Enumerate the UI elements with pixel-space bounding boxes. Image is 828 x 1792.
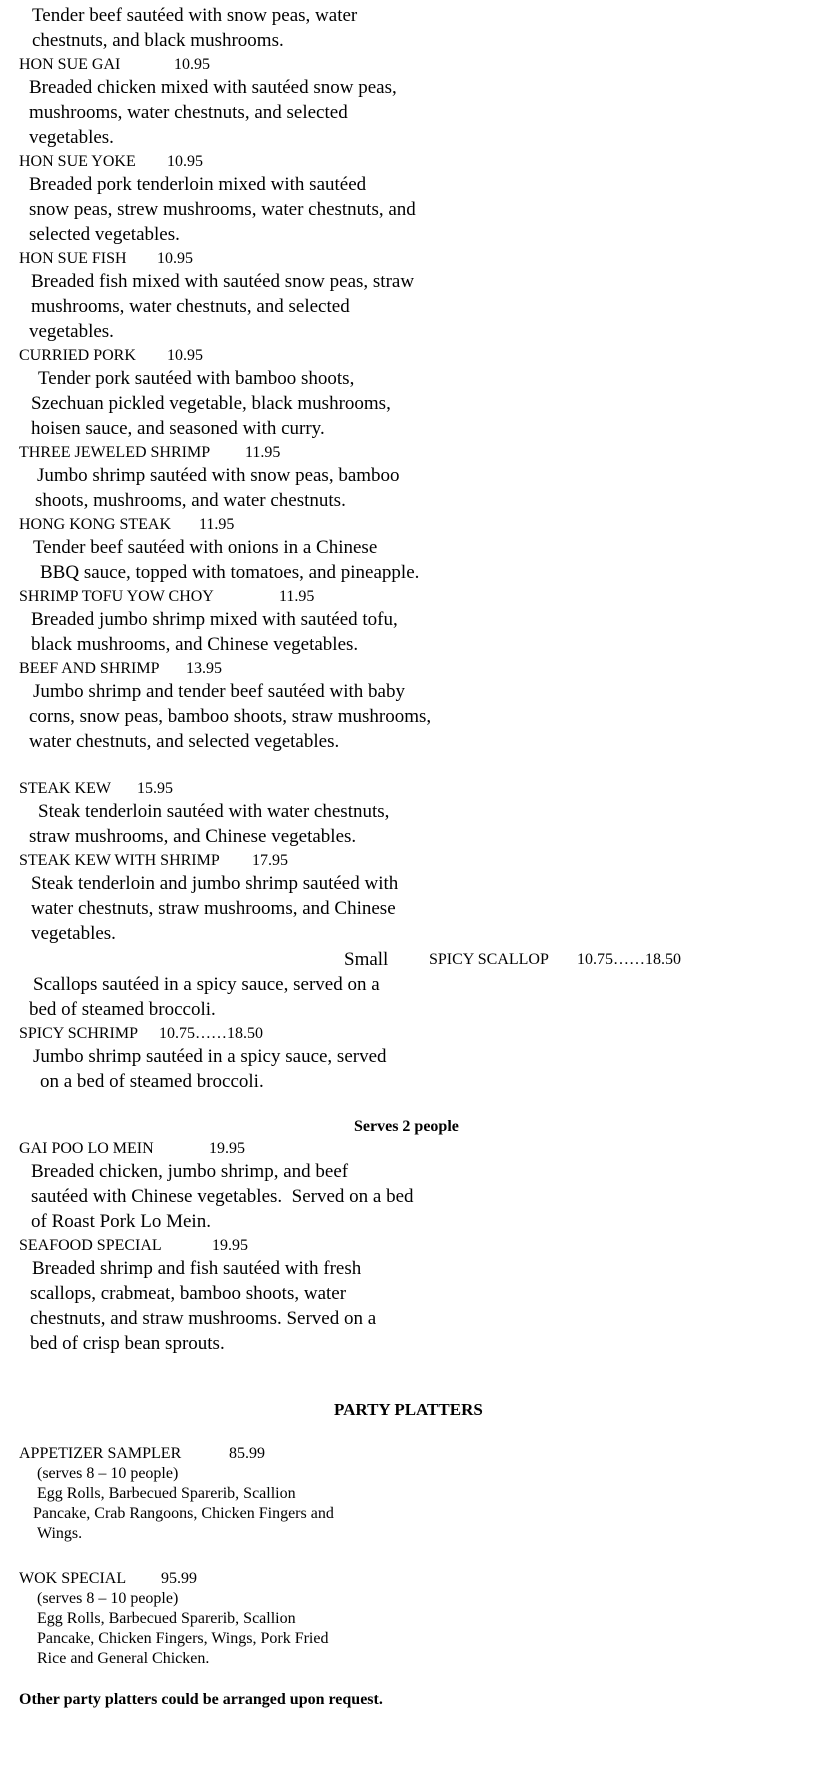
desc-line: Tender beef sautéed with onions in a Chinese: [33, 537, 378, 558]
desc-line: mushrooms, water chestnuts, and selected: [31, 296, 350, 317]
item-price: 10.95: [167, 153, 203, 170]
desc-line: water chestnuts, straw mushrooms, and Chinese: [31, 898, 396, 919]
desc-line: Pancake, Chicken Fingers, Wings, Pork Fried: [37, 1630, 329, 1647]
desc-line: Pancake, Crab Rangoons, Chicken Fingers and: [33, 1505, 334, 1522]
desc-line: Breaded pork tenderloin mixed with sautéed: [29, 174, 367, 195]
item-name: HON SUE FISH: [19, 250, 127, 267]
desc-line: vegetables.: [29, 321, 114, 342]
desc-line: Scallops sautéed in a spicy sauce, served on a: [33, 974, 380, 995]
item-price: 11.95: [199, 516, 235, 533]
item-name: SHRIMP TOFU YOW CHOY: [19, 588, 214, 605]
item-name: SPICY SCHRIMP: [19, 1025, 139, 1042]
desc-line: Jumbo shrimp and tender beef sautéed with baby: [33, 681, 405, 702]
desc-line: BBQ sauce, topped with tomatoes, and pineapple.: [40, 562, 420, 583]
desc-line: Rice and General Chicken.: [37, 1650, 210, 1667]
desc-line: chestnuts, and black mushrooms.: [32, 30, 284, 51]
desc-line: vegetables.: [29, 127, 114, 148]
item-price: 15.95: [137, 780, 173, 797]
item-price: 10.95: [167, 347, 203, 364]
item-name: BEEF AND SHRIMP: [19, 660, 160, 677]
desc-line: chestnuts, and straw mushrooms. Served on a: [30, 1308, 377, 1329]
desc-line: bed of crisp bean sprouts.: [30, 1333, 225, 1354]
footer-note: Other party platters could be arranged upon request.: [19, 1691, 383, 1708]
item-name: HONG KONG STEAK: [19, 516, 171, 533]
desc-line: on a bed of steamed broccoli.: [40, 1071, 264, 1092]
item-price: 11.95: [245, 444, 281, 461]
desc-line: Tender pork sautéed with bamboo shoots,: [38, 368, 355, 389]
desc-line: Egg Rolls, Barbecued Sparerib, Scallion: [37, 1485, 296, 1502]
item-price: 11.95: [279, 588, 315, 605]
desc-line: selected vegetables.: [29, 224, 180, 245]
item-price: 10.75……18.50: [577, 951, 681, 968]
desc-line: Tender beef sautéed with snow peas, water: [32, 5, 358, 26]
desc-line: Wings.: [37, 1525, 83, 1542]
desc-line: snow peas, strew mushrooms, water chestnuts, and: [29, 199, 416, 220]
item-name: STEAK KEW: [19, 780, 111, 797]
desc-line: Jumbo shrimp sautéed with snow peas, bamboo: [37, 465, 400, 486]
desc-line: bed of steamed broccoli.: [29, 999, 216, 1020]
item-name: HON SUE YOKE: [19, 153, 136, 170]
serving-note: (serves 8 – 10 people): [37, 1465, 179, 1482]
item-price: 13.95: [186, 660, 222, 677]
desc-line: Breaded jumbo shrimp mixed with sautéed tofu,: [31, 609, 398, 630]
item-price: 85.99: [229, 1445, 265, 1462]
item-price: 10.75……18.50: [159, 1025, 263, 1042]
item-name: APPETIZER SAMPLER: [19, 1445, 182, 1462]
item-name: WOK SPECIAL: [19, 1570, 127, 1587]
section-heading: PARTY PLATTERS: [334, 1400, 483, 1419]
item-price: 10.95: [174, 56, 210, 73]
desc-line: Jumbo shrimp sautéed in a spicy sauce, served: [33, 1046, 387, 1067]
desc-line: hoisen sauce, and seasoned with curry.: [31, 418, 325, 439]
desc-line: water chestnuts, and selected vegetables.: [29, 731, 340, 752]
desc-line: mushrooms, water chestnuts, and selected: [29, 102, 348, 123]
desc-line: corns, snow peas, bamboo shoots, straw mushrooms,: [29, 706, 432, 727]
desc-line: Breaded chicken mixed with sautéed snow peas,: [29, 77, 397, 98]
desc-line: vegetables.: [31, 923, 116, 944]
item-price: 10.95: [157, 250, 193, 267]
desc-line: straw mushrooms, and Chinese vegetables.: [29, 826, 357, 847]
section-note: Serves 2 people: [354, 1118, 459, 1135]
desc-line: black mushrooms, and Chinese vegetables.: [31, 634, 359, 655]
desc-line: Egg Rolls, Barbecued Sparerib, Scallion: [37, 1610, 296, 1627]
desc-line: shoots, mushrooms, and water chestnuts.: [35, 490, 346, 511]
item-name: HON SUE GAI: [19, 56, 121, 73]
desc-line: Szechuan pickled vegetable, black mushrooms,: [31, 393, 391, 414]
item-price: 19.95: [209, 1140, 245, 1157]
desc-line: Steak tenderloin sautéed with water chestnuts,: [38, 801, 390, 822]
desc-line: sautéed with Chinese vegetables. Served on a bed: [31, 1186, 414, 1207]
item-name: GAI POO LO MEIN: [19, 1140, 154, 1157]
item-price: 95.99: [161, 1570, 197, 1587]
desc-line: Breaded fish mixed with sautéed snow peas, straw: [31, 271, 415, 292]
item-price: 17.95: [252, 852, 288, 869]
size-label: Small: [344, 949, 389, 970]
item-price: 19.95: [212, 1237, 248, 1254]
item-name: SEAFOOD SPECIAL: [19, 1237, 162, 1254]
item-name: SPICY SCALLOP: [429, 951, 549, 968]
item-name: STEAK KEW WITH SHRIMP: [19, 852, 220, 869]
desc-line: Breaded shrimp and fish sautéed with fresh: [32, 1258, 362, 1279]
desc-line: Steak tenderloin and jumbo shrimp sautéed with: [31, 873, 399, 894]
desc-line: of Roast Pork Lo Mein.: [31, 1211, 211, 1232]
item-name: CURRIED PORK: [19, 347, 136, 364]
desc-line: scallops, crabmeat, bamboo shoots, water: [30, 1283, 347, 1304]
serving-note: (serves 8 – 10 people): [37, 1590, 179, 1607]
desc-line: Breaded chicken, jumbo shrimp, and beef: [31, 1161, 349, 1182]
item-name: THREE JEWELED SHRIMP: [19, 444, 211, 461]
